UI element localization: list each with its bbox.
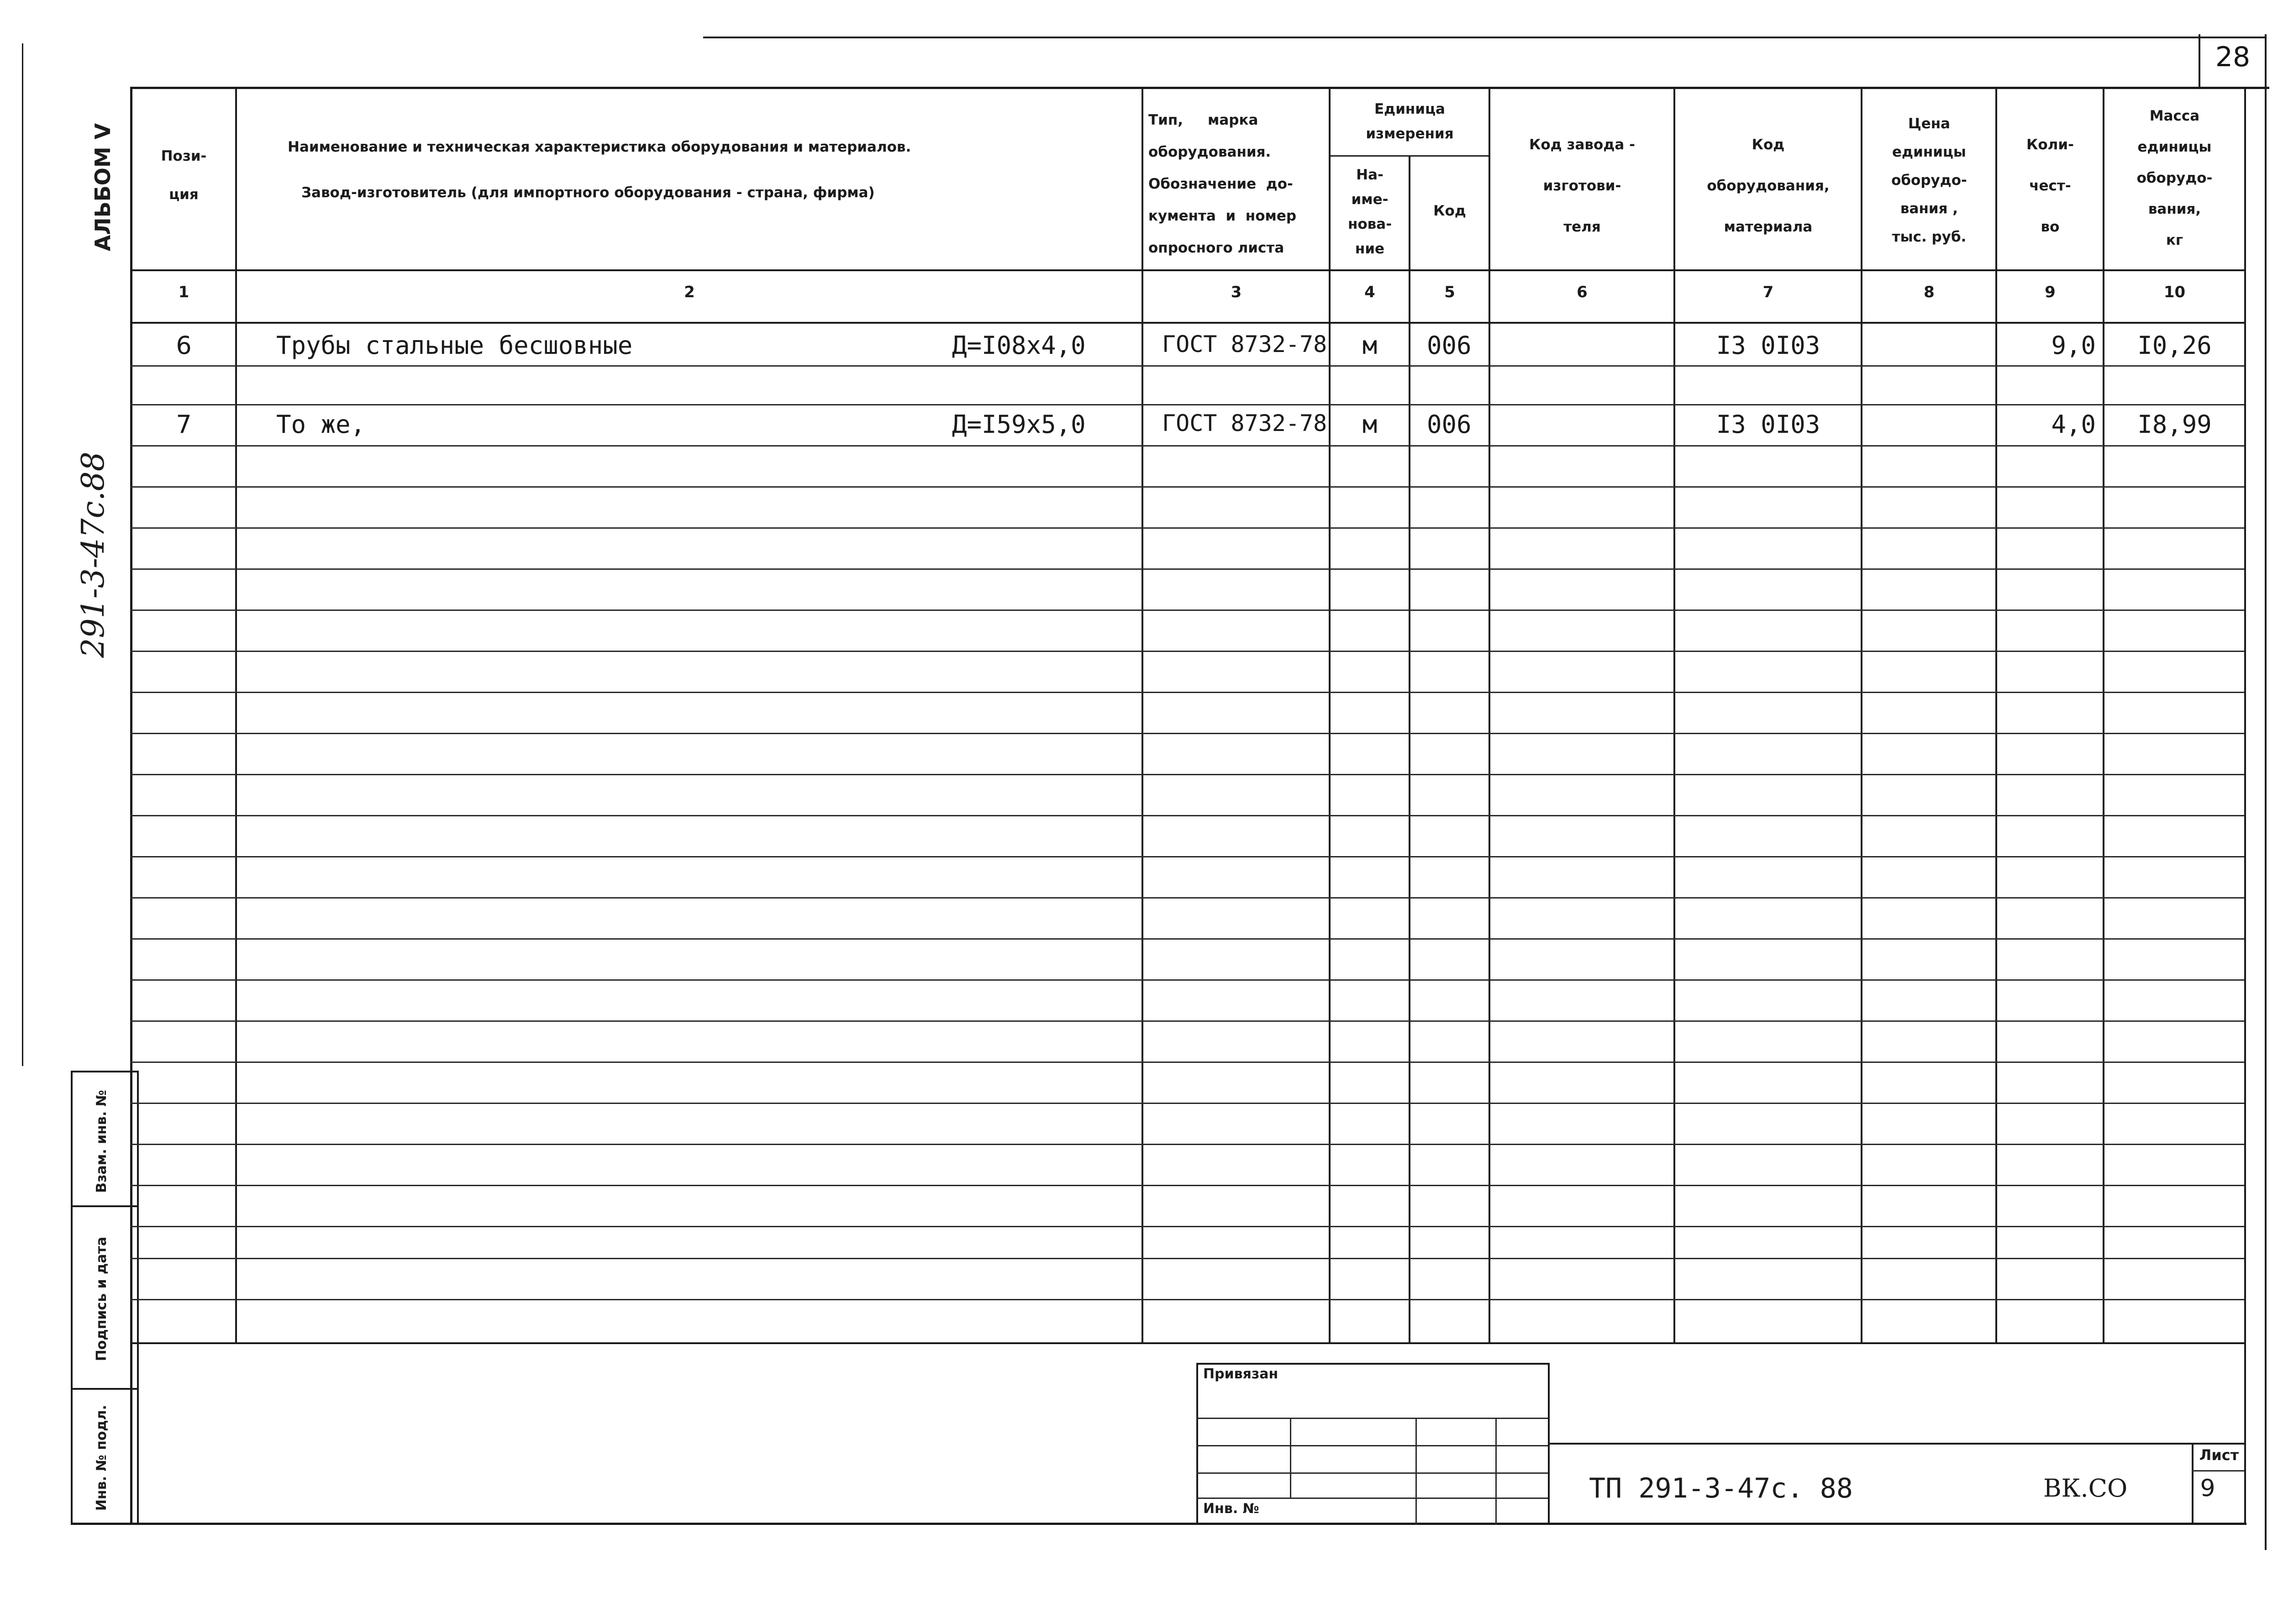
column-number: 1 [178, 283, 189, 301]
page-number: 28 [2215, 41, 2251, 73]
header-unit-group: Единица измерения [1366, 101, 1454, 142]
header-unit-name: На- име- нова- ние [1347, 167, 1392, 257]
row-name: Трубы стальные бесшовные [276, 331, 633, 360]
sheet-number: 9 [2200, 1475, 2215, 1502]
header-manufacturer: Завод-изготовитель (для импортного оборудования - страна, фирма) [301, 184, 875, 201]
row-quantity: 4,0 [2051, 410, 2096, 439]
row-position: 7 [176, 410, 192, 439]
row-quantity: 9,0 [2051, 331, 2096, 360]
row-unit-code: 006 [1427, 410, 1472, 439]
row-name: То же, [276, 410, 366, 439]
row-document: ГОСТ 8732-78 [1162, 331, 1327, 357]
row-mass: I0,26 [2137, 331, 2212, 360]
column-number: 9 [2045, 283, 2056, 301]
header-material-code: Код оборудования, материала [1707, 137, 1830, 235]
document-mark: ВК.СО [2043, 1474, 2128, 1503]
header-type-doc: Тип, марка оборудования. Обозначение до- кумента и номер опросного листа [1148, 112, 1297, 256]
row-position: 6 [176, 331, 192, 360]
row-document: ГОСТ 8732-78 [1162, 410, 1327, 436]
row-unit: м [1362, 410, 1378, 439]
column-number: 3 [1231, 283, 1242, 301]
column-number: 5 [1444, 283, 1455, 301]
header-unit-code: Код [1433, 203, 1466, 219]
row-material-code: I3 0I03 [1716, 331, 1820, 360]
sheet-label: Лист [2199, 1446, 2239, 1464]
header-price: Цена единицы оборудо- вания , тыс. руб. [1891, 116, 1967, 245]
column-number: 8 [1924, 283, 1935, 301]
header-factory-code: Код завода - изготови- теля [1529, 137, 1635, 235]
column-number: 10 [2163, 283, 2186, 301]
row-unit: м [1362, 331, 1378, 360]
stamp-signature-date: Подпись и дата [94, 1236, 110, 1361]
row-mass: I8,99 [2137, 410, 2212, 439]
column-number: 4 [1364, 283, 1375, 301]
side-document-code: 291-3-47с.88 [75, 452, 111, 658]
header-mass: Масса единицы оборудо- вания, кг [2136, 108, 2213, 248]
stamp-inv-podl: Инв. № подл. [94, 1404, 110, 1511]
column-number: 7 [1762, 283, 1774, 301]
header-name: Наименование и техническая характеристика оборудования и материалов. [288, 139, 911, 155]
header-position: Пози- ция [161, 148, 207, 203]
document-code: ТП 291-3-47с. 88 [1589, 1472, 1853, 1504]
header-quantity: Коли- чест- во [2026, 137, 2074, 235]
privyazan-label: Привязан [1203, 1366, 1278, 1382]
inv-no-label: Инв. № [1203, 1501, 1259, 1517]
stamp-vzam-inv: Взам. инв. № [94, 1090, 110, 1193]
row-size: Д=I59х5,0 [952, 410, 1086, 439]
row-unit-code: 006 [1427, 331, 1472, 360]
column-number: 6 [1577, 283, 1588, 301]
row-material-code: I3 0I03 [1716, 410, 1820, 439]
album-label: АЛЬБОМ V [90, 123, 115, 252]
column-number: 2 [684, 283, 695, 301]
row-size: Д=I08х4,0 [952, 331, 1086, 360]
